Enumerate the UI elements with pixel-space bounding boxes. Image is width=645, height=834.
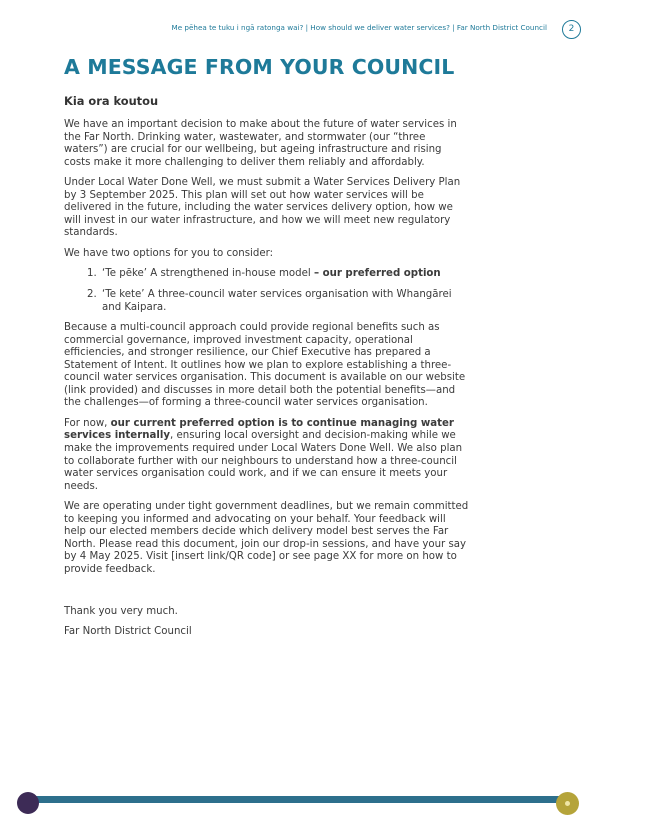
header-breadcrumb: Me pēhea te tuku i ngā ratonga wai? | How should we deliver water services? | Far North District Council bbox=[171, 23, 547, 32]
footer-left-dot-icon bbox=[17, 792, 39, 814]
option-item bbox=[100, 289, 469, 314]
option-preferred-label: – our preferred option bbox=[313, 268, 441, 280]
paragraph-feedback: We are operating under tight government deadlines, but we remain committed to keeping you informed and advocating on your behalf. Your feedback will help our elected members decide which delivery model best serves the Far North. Please read this document, join our drop-in sessions, and have your say by 4 May 2025. Visit [insert link/QR code] or see page XX for more on how to provide feedback. bbox=[64, 501, 469, 575]
paragraph-multi-council: Because a multi-council approach could provide regional benefits such as commercial governance, improved investment capacity, operational efficiencies, and stronger resilience, our Chief Executive has prepared a Statement of Intent. It outlines how we plan to explore establishing a three-council water services organisation. This document is available on our website (link provided) and discusses in more detail both the potential benefits—and the challenges—of forming a three-council water services organisation. bbox=[64, 322, 466, 409]
paragraph-deadline: Under Local Water Done Well, we must submit a Water Services Delivery Plan by 3 September 2025. This plan will set out how water services will be delivered in the future, including the water services delivery option, how we will invest in our water infrastructure, and how we will meet new regulatory standards. bbox=[64, 177, 461, 239]
greeting: Kia ora koutou bbox=[64, 94, 159, 108]
paragraph-preferred bbox=[64, 418, 469, 493]
option-item bbox=[100, 268, 469, 281]
paragraph-preferred-bold: our current preferred option is to continue managing water services internally bbox=[64, 417, 454, 442]
closing-signature: Far North District Council bbox=[64, 626, 192, 638]
closing-thanks: Thank you very much. bbox=[64, 605, 178, 617]
option-text: ‘Te pēke’ A strengthened in-house model bbox=[102, 268, 314, 280]
footer-right-dot-icon bbox=[556, 792, 579, 815]
options-list bbox=[64, 268, 469, 314]
page-title: A MESSAGE FROM YOUR COUNCIL bbox=[64, 55, 455, 79]
message-body bbox=[64, 94, 469, 647]
paragraph-intro: We have an important decision to make about the future of water services in the Far North. Drinking water, wastewater, and stormwater (our “three waters”) are crucial for our wellbeing, but ageing infrastructure and rising costs make it more challenging to deliver them reliably and affordably. bbox=[64, 119, 457, 168]
paragraph-preferred-start: For now, bbox=[64, 417, 111, 429]
paragraph-preferred-end: , ensuring local oversight and decision-making while we make the improvements required under Local Waters Done Well. We also plan to collaborate further with our neighbours to understand how a three-council water services organisation could work, and if we can ensure it meets your needs. bbox=[64, 430, 463, 492]
option-text: ‘Te kete’ A three-council water services organisation with Whangārei and Kaipara. bbox=[102, 289, 452, 313]
page-number: 2 bbox=[562, 20, 581, 39]
paragraph-options-intro: We have two options for you to consider: bbox=[64, 247, 274, 259]
footer-bar bbox=[30, 796, 567, 803]
